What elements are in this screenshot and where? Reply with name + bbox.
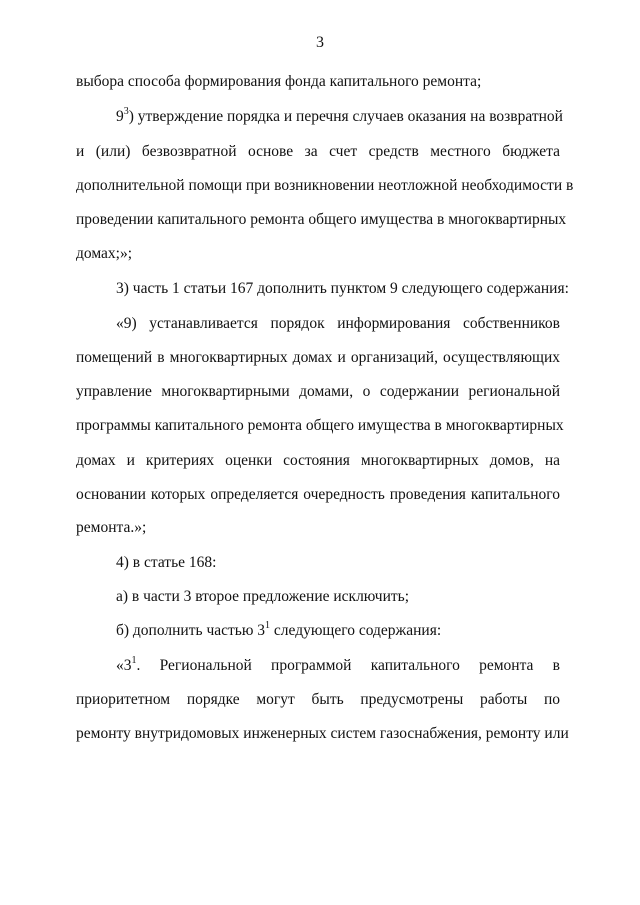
superscript: 1 bbox=[131, 655, 137, 666]
text-line: 3) часть 1 статьи 167 дополнить пунктом 9 следующего содержания: bbox=[116, 280, 569, 297]
text-line: 4) в статье 168: bbox=[116, 554, 217, 571]
text-segment: ) утверждение порядка и перечня случаев оказания на возвратной bbox=[128, 108, 563, 125]
text-line: приоритетном порядке могут быть предусмотрены работы по bbox=[76, 691, 560, 708]
text-line: управление многоквартирными домами, о содержании региональной bbox=[76, 383, 560, 400]
text-segment: «3 bbox=[116, 657, 132, 674]
text-line: ремонта.»; bbox=[76, 519, 147, 536]
superscript: 1 bbox=[265, 620, 271, 631]
text-line: домах;»; bbox=[76, 245, 133, 262]
text-line: ремонту внутридомовых инженерных систем газоснабжения, ремонту или bbox=[76, 725, 569, 742]
text-segment: следующего содержания: bbox=[270, 622, 442, 639]
text-line: и (или) безвозвратной основе за счет средств местного бюджета bbox=[76, 143, 560, 160]
text-line: дополнительной помощи при возникновении неотложной необходимости в bbox=[76, 177, 574, 194]
text-line: выбора способа формирования фонда капитального ремонта; bbox=[76, 73, 482, 90]
text-line: домах и критериях оценки состояния многоквартирных домов, на bbox=[76, 452, 560, 469]
text-line: программы капитального ремонта общего имущества в многоквартирных bbox=[76, 417, 564, 434]
text-line: проведении капитального ремонта общего имущества в многоквартирных bbox=[76, 211, 567, 228]
superscript: 3 bbox=[123, 106, 129, 117]
text-line: помещений в многоквартирных домах и организаций, осуществляющих bbox=[76, 349, 560, 366]
text-line: основании которых определяется очередность проведения капитального bbox=[76, 486, 560, 503]
text-line: «9) устанавливается порядок информирования собственников bbox=[116, 315, 560, 332]
text-line bbox=[116, 621, 560, 641]
text-line bbox=[116, 656, 560, 676]
text-segment: . Региональной программой капитального ремонта в bbox=[136, 657, 560, 674]
text-segment: 9 bbox=[116, 108, 124, 125]
text-line bbox=[116, 106, 563, 127]
text-segment: б) дополнить частью 3 bbox=[116, 622, 266, 639]
text-line: а) в части 3 второе предложение исключить; bbox=[116, 588, 410, 605]
page-number: 3 bbox=[316, 34, 324, 51]
